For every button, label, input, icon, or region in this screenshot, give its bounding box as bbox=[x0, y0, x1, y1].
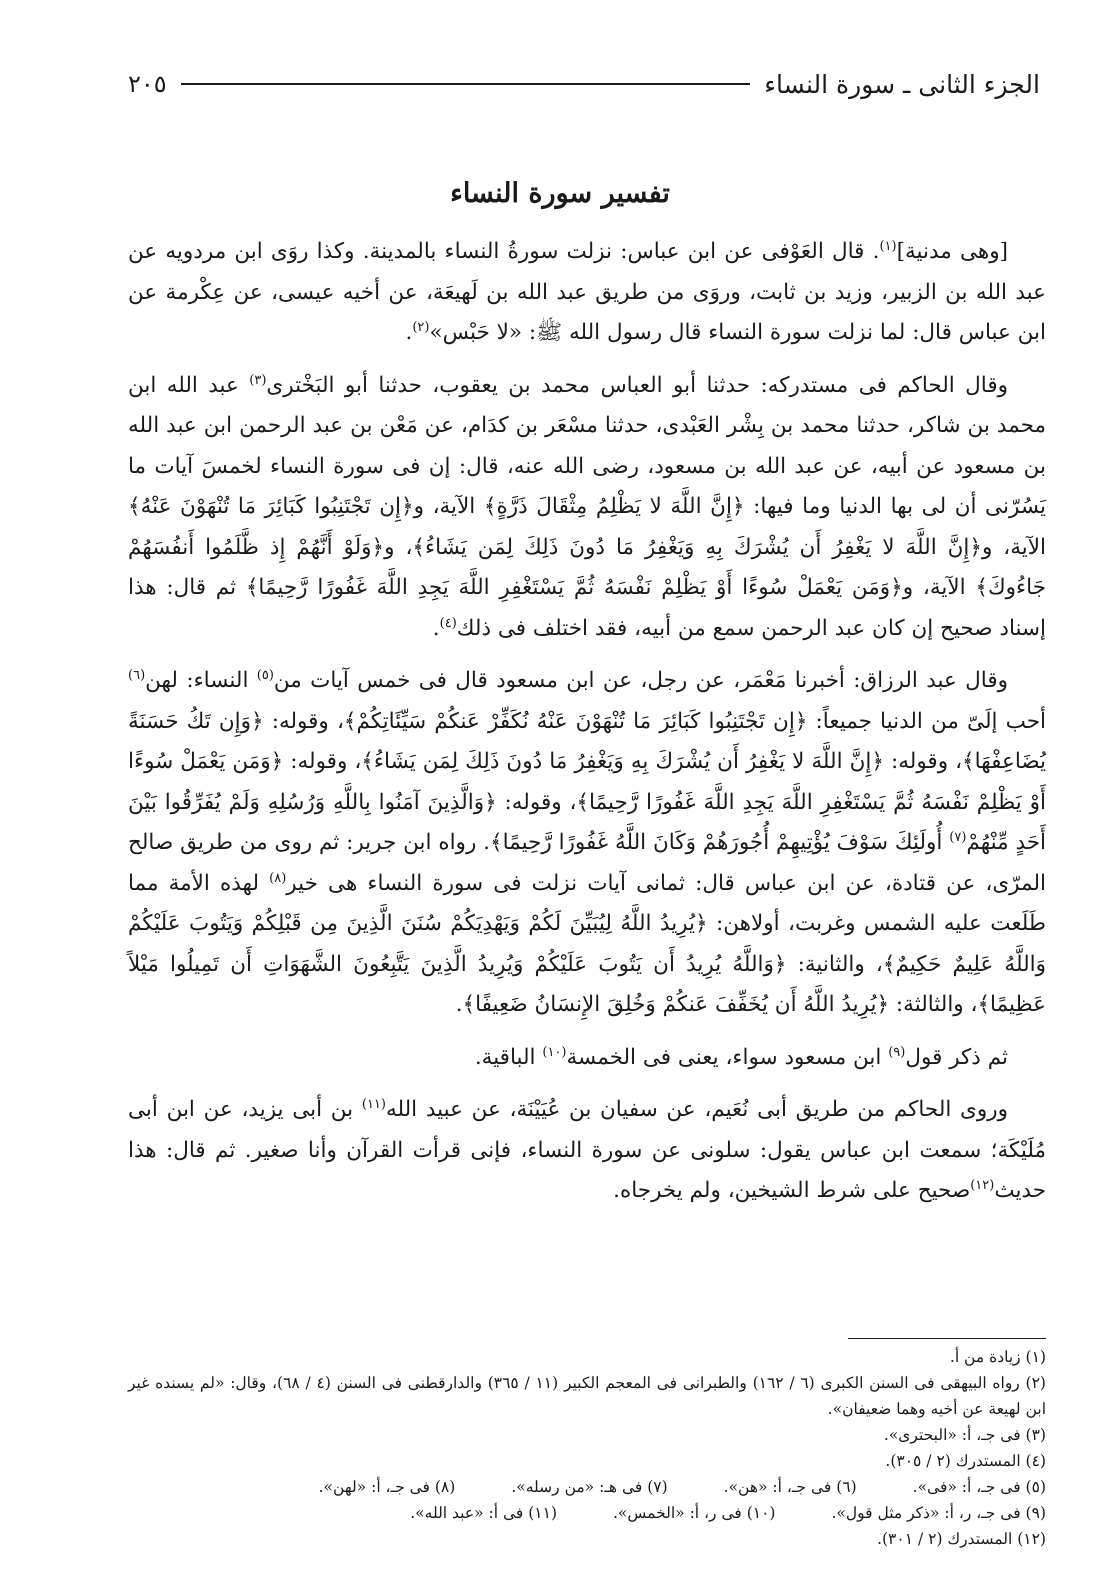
paragraph-text: أحب إلَىّ من الدنيا جميعاً: ﴿إِن تَجْتَنِبُوا كَبَائِرَ مَا تُنْهَوْنَ عَنْهُ نُكَفِّرْ عَنكُمْ سَيِّئَاتِكُمْ﴾، وقوله: ﴿وَإِن تَكُ حَسَنَةً يُضَاعِفْهَا﴾، وقوله: ﴿إِنَّ اللَّهَ لا يَغْفِرُ أَن يُشْرَكَ بِهِ وَيَغْفِرُ مَا دُونَ ذَلِكَ لِمَن يَشَاءُ﴾، وقوله: ﴿وَمَن يَعْمَلْ سُوءًا أَوْ يَظْلِمْ نَفْسَهُ ثُمَّ يَسْتَغْفِرِ اللَّهَ يَجِدِ اللَّهَ غَفُورًا رَّحِيمًا﴾، وقوله: ﴿وَالَّذِينَ آمَنُوا بِاللَّهِ وَرُسُلِهِ وَلَمْ يُفَرِّقُوا بَيْنَ أَحَدٍ مِّنْهُمْ bbox=[128, 708, 1047, 855]
footnote-12: (١٢) المستدرك (٢ / ٣٠١). bbox=[877, 1530, 1046, 1548]
chapter-title: تفسير سورة النساء bbox=[450, 178, 670, 209]
paragraph-text: عبد الله ابن محمد بن شاكر، حدثنا محمد بن بِشْر العَبْدى، حدثنا مسْعَر بن كدَام، عن مَعْن بن عبد الرحمن ابن عبد الله بن مسعود عن أبيه، عن عبد الله بن مسعود، رضى الله عنه، قال: إن فى سورة النساء لخمسَ آيات ما يَسُرّنى أن لى بها الدنيا وما فيها: ﴿إِنَّ اللَّهَ لا يَظْلِمُ مِثْقَالَ ذَرَّةٍ﴾ الآية، و﴿إِن تَجْتَنِبُوا كَبَائِرَ مَا تُنْهَوْنَ عَنْهُ﴾ الآية، و﴿إِنَّ اللَّهَ لا يَغْفِرُ أَن يُشْرَكَ بِهِ وَيَغْفِرُ مَا دُونَ ذَلِكَ لِمَن يَشَاءُ﴾، و﴿وَلَوْ أَنَّهُمْ إِذ ظَّلَمُوا أَنفُسَهُمْ جَاءُوكَ﴾ الآية، و﴿وَمَن يَعْمَلْ سُوءًا أَوْ يَظْلِمْ نَفْسَهُ ثُمَّ يَسْتَغْفِرِ اللَّهَ يَجِدِ اللَّهَ غَفُورًا رَّحِيمًا﴾ ثم قال: هذا إسناد صحيح إن كان عبد الرحمن سمع من أبيه، فقد اختلف فى ذلك bbox=[128, 372, 1046, 641]
header-rule bbox=[181, 83, 751, 85]
paragraph-text: لهذه الأمة مما طَلَعت عليه الشمس وغربت، أولاهن: ﴿يُرِيدُ اللَّهُ لِيُبَيِّنَ لَكُمْ وَيَهْدِيَكُمْ سُنَنَ الَّذِينَ مِن قَبْلِكُمْ وَيَتُوبَ عَلَيْكُمْ وَاللَّهُ عَلِيمٌ حَكِيمٌ﴾، والثانية: ﴿وَاللَّهُ يُرِيدُ أَن يَتُوبَ عَلَيْكُمْ وَيُرِيدُ الَّذِينَ يَتَّبِعُونَ الشَّهَوَاتِ أَن تَمِيلُوا مَيْلاً عَظِيمًا﴾، والثالثة: ﴿يُرِيدُ اللَّهُ أَن يُخَفِّفَ عَنكُمْ وَخُلِقَ الإِنسَانُ ضَعِيفًا﴾. bbox=[128, 870, 1046, 1017]
footnote-8: (٨) فى جـ، أ: «لهن». bbox=[318, 1478, 456, 1496]
paragraph-text: صحيح على شرط الشيخين، ولم يخرجاه. bbox=[613, 1178, 971, 1203]
footnote-row-9-11 bbox=[128, 1500, 1046, 1526]
paragraph-1 bbox=[128, 232, 1046, 354]
paragraph-text: ثم ذكر قول bbox=[905, 1044, 1008, 1070]
body-text bbox=[128, 232, 1046, 1224]
paragraph-5 bbox=[128, 1090, 1046, 1212]
page-number: ٢٠٥ bbox=[128, 70, 167, 98]
footnote-ref: (٣) bbox=[249, 372, 267, 388]
footnote-ref: (١) bbox=[879, 239, 897, 254]
footnote-2: (٢) رواه البيهقى فى السنن الكبرى (٦ / ١٦٢) والطبرانى فى المعجم الكبير (١١ / ٣٦٥) والدارقطنى فى السنن (٤ / ٦٨)، وقال: «لم يسنده غير ابن لهيعة عن أخيه وهما ضعيفان». bbox=[128, 1374, 1046, 1418]
footnote-9: (٩) فى جـ، ر، أ: «ذكر مثل قول». bbox=[831, 1504, 1046, 1522]
paragraph-text: وروى الحاكم من طريق أبى نُعَيم، عن سفيان بن عُيَيْنَة، عن عبيد الله bbox=[385, 1097, 1009, 1122]
running-title: الجزء الثانى ـ سورة النساء bbox=[764, 69, 1040, 99]
footnotes bbox=[128, 1344, 1046, 1552]
paragraph-text: ابن مسعود سواء، يعنى فى الخمسة bbox=[566, 1044, 889, 1070]
footnote-ref: (١١) bbox=[361, 1097, 386, 1112]
paragraph-text: . bbox=[405, 320, 413, 345]
footnote-6: (٦) فى جـ، أ: «هن». bbox=[723, 1478, 857, 1496]
footnote-ref: (٢) bbox=[412, 320, 430, 335]
footnote-1: (١) زيادة من أ. bbox=[949, 1348, 1046, 1366]
paragraph-4 bbox=[128, 1038, 1046, 1079]
paragraph-2 bbox=[128, 366, 1046, 650]
paragraph-text: وقال عبد الرزاق: أخبرنا مَعْمَر، عن رجل، عن ابن مسعود قال فى خمس آيات من bbox=[273, 668, 1008, 693]
paragraph-text: . قال العَوْفى عن ابن عباس: نزلت سورةُ النساء بالمدينة. وكذا روَى ابن مردويه عن عبد الله بن الزبير، وزيد بن ثابت، وروَى من طريق عبد الله بن لَهيعَة، عن أخيه عيسى، عن عِكْرمة عن ابن عباس قال: لما نزلت سورة النساء قال رسول الله ﷺ: «لا حَبْس» bbox=[128, 239, 1046, 345]
footnote-3: (٣) فى جـ، أ: «البحترى». bbox=[883, 1426, 1046, 1444]
footnote-ref: (٧) bbox=[949, 830, 967, 845]
paragraph-text: الباقية. bbox=[474, 1044, 543, 1070]
footnote-ref: (٥) bbox=[256, 668, 274, 683]
running-header bbox=[128, 62, 1040, 106]
footnote-ref: (١٠) bbox=[542, 1044, 567, 1060]
footnote-rule bbox=[848, 1338, 1046, 1339]
footnote-row-5-8 bbox=[128, 1474, 1046, 1500]
paragraph-3 bbox=[128, 661, 1046, 1026]
footnote-4: (٤) المستدرك (٢ / ٣٠٥). bbox=[885, 1452, 1046, 1470]
footnote-ref: (١٢) bbox=[970, 1178, 995, 1193]
paragraph-text: بن أبى يزيد، عن ابن أبى مُلَيْكَة؛ سمعت ابن عباس يقول: سلونى عن سورة النساء، فإنى قرأت القرآن وأنا صغير. ثم قال: هذا حديث bbox=[128, 1097, 1046, 1203]
footnote-ref: (٦) bbox=[128, 668, 146, 683]
footnote-5: (٥) فى جـ، أ: «فى». bbox=[912, 1478, 1046, 1496]
footnote-ref: (٨) bbox=[269, 870, 287, 886]
footnote-7: (٧) فى هـ: «من رسله». bbox=[511, 1478, 668, 1496]
footnote-ref: (٩) bbox=[888, 1044, 906, 1060]
paragraph-text: . bbox=[432, 615, 440, 641]
paragraph-text: وقال الحاكم فى مستدركه: حدثنا أبو العباس محمد بن يعقوب، حدثنا أبو البَخْترى bbox=[266, 372, 1008, 398]
paragraph-text: [وهى مدنية] bbox=[896, 239, 1008, 264]
paragraph-text: النساء: لهن bbox=[145, 668, 257, 693]
footnote-ref: (٤) bbox=[439, 615, 457, 631]
footnote-10: (١٠) فى ر، أ: «الخمس». bbox=[613, 1504, 776, 1522]
footnote-11: (١١) فى أ: «عبد الله». bbox=[410, 1504, 557, 1522]
paragraph-text: أُولَئِكَ سَوْفَ يُؤْتِيهِمْ أُجُورَهُمْ وَكَانَ اللَّهُ غَفُورًا رَّحِيمًا﴾. رواه ابن جرير: ثم روى من طريق صالح المرّى، عن قتادة، عن ابن عباس قال: ثمانى آيات نزلت فى سورة النساء هى خير bbox=[128, 830, 1046, 896]
